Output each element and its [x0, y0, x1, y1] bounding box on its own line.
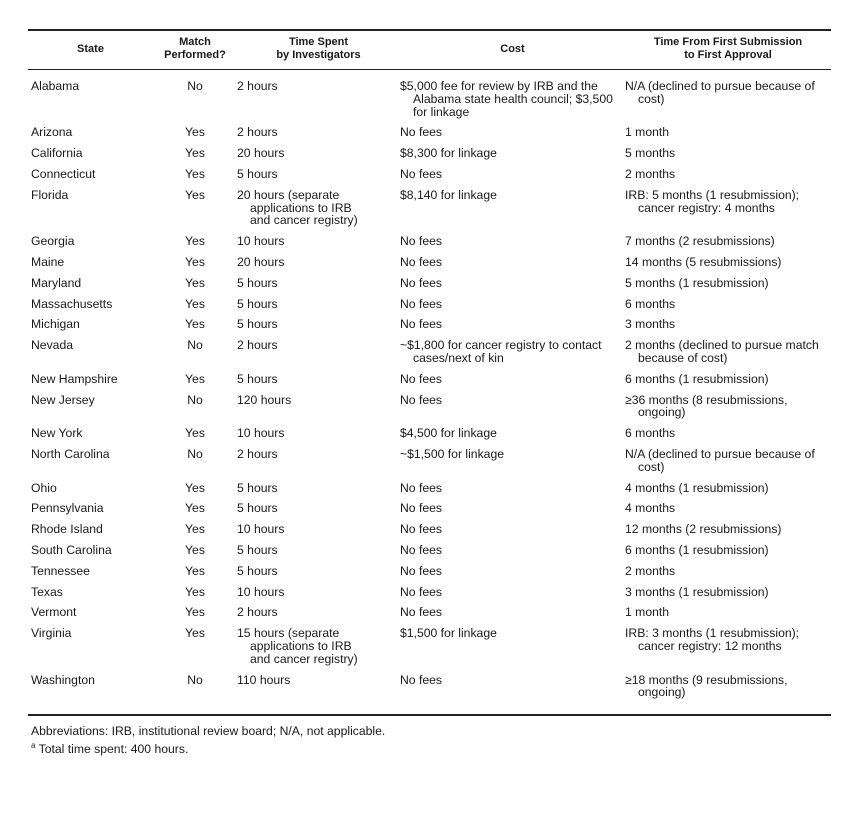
- cell-time-to-approval: [625, 586, 831, 607]
- cell-match-performed-text: Yes: [185, 480, 205, 495]
- cell-time-to-approval-text: 1 month: [625, 125, 670, 140]
- cell-cost: [400, 277, 625, 298]
- cell-cost-text: No fees: [400, 542, 443, 557]
- cell-time-spent: [237, 627, 400, 673]
- cell-match-performed-text: Yes: [185, 605, 205, 620]
- cell-cost: [400, 565, 625, 586]
- cell-cost-text: No fees: [400, 371, 443, 386]
- header-time-to-approval: Time From First Submission to First Approval: [653, 36, 803, 61]
- cell-state: [28, 544, 153, 565]
- cell-cost-text: No fees: [400, 480, 443, 495]
- cell-match-performed-text: Yes: [185, 522, 205, 537]
- cell-match-performed-text: Yes: [185, 234, 205, 249]
- cell-time-spent-text: 10 hours: [237, 522, 285, 537]
- cell-cost: [400, 482, 625, 503]
- cell-time-spent-text: 120 hours: [237, 392, 292, 407]
- cell-state-text: North Carolina: [31, 446, 110, 461]
- cell-match-performed-text: Yes: [185, 166, 205, 181]
- cell-match-performed-text: Yes: [185, 542, 205, 557]
- cell-match-performed-text: Yes: [185, 296, 205, 311]
- table-body: [28, 80, 831, 707]
- cell-cost: [400, 339, 625, 373]
- cell-time-spent: [237, 277, 400, 298]
- cell-match-performed: [153, 168, 237, 189]
- cell-state: [28, 298, 153, 319]
- header-match-performed: Match Performed?: [164, 36, 226, 61]
- table-row: [28, 448, 831, 482]
- cell-time-to-approval: [625, 189, 831, 235]
- cell-cost: [400, 502, 625, 523]
- table-row: [28, 606, 831, 627]
- cell-state: [28, 277, 153, 298]
- table-row: [28, 502, 831, 523]
- cell-match-performed: [153, 235, 237, 256]
- cell-time-to-approval-text: 5 months (1 resubmission): [625, 275, 769, 290]
- cell-time-to-approval: [625, 606, 831, 627]
- header-state: State: [77, 43, 104, 55]
- cell-match-performed: [153, 627, 237, 673]
- cell-match-performed-text: Yes: [185, 317, 205, 332]
- cell-state: [28, 256, 153, 277]
- cell-time-spent-text: 5 hours: [237, 542, 278, 557]
- cell-time-spent: [237, 606, 400, 627]
- cell-time-to-approval: [625, 235, 831, 256]
- cell-time-spent: [237, 448, 400, 482]
- cell-time-spent: [237, 256, 400, 277]
- cell-match-performed: [153, 586, 237, 607]
- cell-time-spent-text: 5 hours: [237, 371, 278, 386]
- cell-cost: [400, 318, 625, 339]
- header-time-spent: Time Spent by Investigators: [276, 36, 361, 61]
- cell-time-spent-text: 5 hours: [237, 296, 278, 311]
- table-header-row: [28, 36, 831, 76]
- cell-cost-text: No fees: [400, 605, 443, 620]
- cell-state: [28, 235, 153, 256]
- cell-time-spent-text: 20 hours: [237, 146, 285, 161]
- cell-cost-text: $5,000 fee for review by IRB and the Alabama state health council; $3,500 for linkage: [400, 79, 613, 119]
- cell-state-text: New York: [31, 426, 83, 441]
- cell-state: [28, 373, 153, 394]
- cell-state-text: Massachusetts: [31, 296, 113, 311]
- cell-time-to-approval: [625, 502, 831, 523]
- cell-state-text: Alabama: [31, 79, 80, 93]
- cell-cost: [400, 80, 625, 126]
- cell-cost-text: No fees: [400, 392, 443, 407]
- abbreviations-footnote: Abbreviations: IRB, institutional review board; N/A, not applicable.: [31, 724, 386, 738]
- table-top-rule: [28, 29, 831, 31]
- cell-state: [28, 482, 153, 503]
- cell-cost: [400, 147, 625, 168]
- cell-match-performed: [153, 189, 237, 235]
- cell-cost-text: No fees: [400, 254, 443, 269]
- cell-time-to-approval: [625, 427, 831, 448]
- cell-state: [28, 586, 153, 607]
- cell-time-spent: [237, 674, 400, 708]
- cell-time-to-approval: [625, 168, 831, 189]
- cell-match-performed-text: Yes: [185, 371, 205, 386]
- table-row: [28, 544, 831, 565]
- cell-match-performed: [153, 256, 237, 277]
- cell-time-spent-text: 5 hours: [237, 317, 278, 332]
- cell-time-to-approval: [625, 339, 831, 373]
- cell-time-to-approval: [625, 627, 831, 673]
- cell-state: [28, 427, 153, 448]
- cell-cost: [400, 523, 625, 544]
- cell-time-spent-text: 10 hours: [237, 234, 285, 249]
- cell-match-performed: [153, 147, 237, 168]
- cell-time-to-approval-text: IRB: 5 months (1 resubmission); cancer registry: 4 months: [625, 187, 800, 215]
- cell-cost-text: No fees: [400, 275, 443, 290]
- cell-state: [28, 565, 153, 586]
- cell-time-spent: [237, 235, 400, 256]
- cell-cost-text: ~$1,800 for cancer registry to contact cases/next of kin: [400, 338, 602, 365]
- cell-match-performed: [153, 544, 237, 565]
- cell-cost-text: $4,500 for linkage: [400, 426, 497, 441]
- cell-time-spent: [237, 189, 400, 235]
- cell-cost-text: ~$1,500 for linkage: [400, 446, 505, 461]
- cell-cost: [400, 168, 625, 189]
- cell-time-spent: [237, 147, 400, 168]
- cell-state-text: South Carolina: [31, 542, 112, 557]
- cell-match-performed-text: Yes: [185, 275, 205, 290]
- table-bottom-rule: [28, 714, 831, 716]
- cell-time-spent-text: 10 hours: [237, 426, 285, 441]
- cell-cost-text: No fees: [400, 125, 443, 140]
- cell-time-spent: [237, 80, 400, 126]
- cell-state-text: New Jersey: [31, 392, 95, 407]
- table-row: [28, 373, 831, 394]
- cell-state-text: Texas: [31, 584, 63, 599]
- cell-cost-text: No fees: [400, 166, 443, 181]
- cell-time-spent: [237, 565, 400, 586]
- cell-match-performed: [153, 318, 237, 339]
- cell-match-performed-text: No: [187, 79, 203, 93]
- table-row: [28, 256, 831, 277]
- cell-cost-text: No fees: [400, 584, 443, 599]
- cell-time-to-approval-text: 6 months: [625, 296, 676, 311]
- cell-cost-text: No fees: [400, 672, 443, 687]
- cell-match-performed-text: Yes: [185, 125, 205, 140]
- cell-state: [28, 318, 153, 339]
- cell-time-to-approval-text: 1 month: [625, 605, 670, 620]
- cell-cost: [400, 235, 625, 256]
- cell-time-spent: [237, 502, 400, 523]
- cell-state-text: Tennessee: [31, 563, 90, 578]
- cell-time-spent: [237, 373, 400, 394]
- cell-time-spent-text: 2 hours: [237, 125, 278, 140]
- cell-state-text: Vermont: [31, 605, 77, 620]
- cell-time-to-approval: [625, 298, 831, 319]
- cell-time-spent-text: 2 hours: [237, 446, 278, 461]
- table-row: [28, 298, 831, 319]
- cell-match-performed: [153, 277, 237, 298]
- state-approval-table: [28, 36, 831, 707]
- cell-cost: [400, 448, 625, 482]
- cell-cost: [400, 627, 625, 673]
- cell-time-to-approval-text: N/A (declined to pursue because of cost): [625, 446, 815, 474]
- cell-time-to-approval-text: 5 months: [625, 146, 676, 161]
- cell-state: [28, 448, 153, 482]
- cell-time-to-approval-text: 6 months (1 resubmission): [625, 371, 769, 386]
- cell-match-performed: [153, 565, 237, 586]
- cell-time-to-approval: [625, 544, 831, 565]
- cell-time-to-approval: [625, 256, 831, 277]
- table-row: [28, 277, 831, 298]
- cell-time-spent: [237, 318, 400, 339]
- cell-state-text: Maryland: [31, 275, 82, 290]
- cell-match-performed-text: Yes: [185, 187, 205, 202]
- cell-cost-text: $8,140 for linkage: [400, 187, 497, 202]
- cell-time-spent-text: 5 hours: [237, 480, 278, 495]
- cell-match-performed-text: Yes: [185, 563, 205, 578]
- cell-time-to-approval: [625, 448, 831, 482]
- cell-state-text: Georgia: [31, 234, 75, 249]
- cell-state-text: Nevada: [31, 338, 74, 353]
- cell-time-spent: [237, 482, 400, 503]
- cell-state-text: Rhode Island: [31, 522, 103, 537]
- table-row: [28, 627, 831, 673]
- cell-time-spent: [237, 586, 400, 607]
- cell-time-spent-text: 2 hours: [237, 605, 278, 620]
- table-row: [28, 235, 831, 256]
- cell-cost: [400, 373, 625, 394]
- cell-time-to-approval-text: 3 months: [625, 317, 676, 332]
- cell-time-to-approval: [625, 126, 831, 147]
- cell-state-text: Arizona: [31, 125, 73, 140]
- cell-time-to-approval: [625, 373, 831, 394]
- cell-match-performed-text: Yes: [185, 426, 205, 441]
- cell-time-to-approval-text: N/A (declined to pursue because of cost): [625, 79, 815, 106]
- table-row: [28, 147, 831, 168]
- cell-time-spent-text: 5 hours: [237, 275, 278, 290]
- cell-cost: [400, 606, 625, 627]
- cell-cost: [400, 394, 625, 428]
- cell-time-spent-text: 2 hours: [237, 338, 278, 353]
- cell-state-text: Michigan: [31, 317, 80, 332]
- cell-match-performed: [153, 126, 237, 147]
- cell-cost-text: $1,500 for linkage: [400, 626, 497, 641]
- table-row: [28, 482, 831, 503]
- table-row: [28, 586, 831, 607]
- cell-match-performed-text: Yes: [185, 501, 205, 516]
- table-row: [28, 565, 831, 586]
- table-row: [28, 168, 831, 189]
- cell-time-spent-text: 2 hours: [237, 79, 278, 93]
- cell-time-to-approval: [625, 523, 831, 544]
- cell-time-spent: [237, 126, 400, 147]
- cell-time-spent-text: 15 hours (separate applications to IRB and cancer registry): [237, 626, 358, 666]
- cell-time-spent: [237, 394, 400, 428]
- cell-time-to-approval-text: 12 months (2 resubmissions): [625, 522, 782, 537]
- cell-time-spent: [237, 427, 400, 448]
- cell-cost-text: No fees: [400, 501, 443, 516]
- cell-match-performed: [153, 502, 237, 523]
- cell-match-performed: [153, 339, 237, 373]
- cell-time-to-approval: [625, 674, 831, 708]
- cell-match-performed-text: No: [187, 672, 203, 687]
- cell-match-performed-text: Yes: [185, 626, 205, 641]
- table-row: [28, 523, 831, 544]
- cell-time-spent: [237, 298, 400, 319]
- cell-state-text: California: [31, 146, 83, 161]
- cell-time-to-approval: [625, 318, 831, 339]
- cell-cost-text: No fees: [400, 296, 443, 311]
- cell-state-text: Connecticut: [31, 166, 96, 181]
- cell-match-performed-text: No: [187, 392, 203, 407]
- cell-time-spent-text: 5 hours: [237, 166, 278, 181]
- cell-time-to-approval-text: 4 months (1 resubmission): [625, 480, 769, 495]
- cell-time-to-approval-text: IRB: 3 months (1 resubmission); cancer registry: 12 months: [625, 626, 800, 653]
- cell-cost: [400, 544, 625, 565]
- cell-state: [28, 126, 153, 147]
- cell-time-to-approval-text: 4 months: [625, 501, 676, 516]
- cell-time-spent: [237, 544, 400, 565]
- header-cost: Cost: [500, 43, 525, 55]
- cell-state: [28, 189, 153, 235]
- cell-cost-text: No fees: [400, 234, 443, 249]
- footnote-text: Total time spent: 400 hours.: [35, 742, 189, 756]
- cell-state: [28, 339, 153, 373]
- cell-time-to-approval-text: 2 months: [625, 166, 676, 181]
- cell-state-text: Washington: [31, 672, 95, 687]
- cell-time-to-approval-text: 6 months: [625, 426, 676, 441]
- cell-match-performed: [153, 373, 237, 394]
- cell-cost-text: No fees: [400, 522, 443, 537]
- cell-state: [28, 80, 153, 126]
- cell-time-to-approval-text: 6 months (1 resubmission): [625, 542, 769, 557]
- cell-time-spent: [237, 168, 400, 189]
- table-row: [28, 339, 831, 373]
- cell-time-to-approval: [625, 80, 831, 126]
- cell-time-spent-text: 5 hours: [237, 501, 278, 516]
- cell-state-text: Maine: [31, 254, 65, 269]
- cell-state-text: Ohio: [31, 480, 57, 495]
- cell-state-text: Pennsylvania: [31, 501, 104, 516]
- cell-cost: [400, 586, 625, 607]
- cell-state: [28, 502, 153, 523]
- cell-state: [28, 627, 153, 673]
- cell-time-spent-text: 5 hours: [237, 563, 278, 578]
- cell-match-performed: [153, 482, 237, 503]
- cell-time-spent-text: 20 hours (separate applications to IRB and cancer registry): [237, 187, 358, 228]
- cell-match-performed: [153, 298, 237, 319]
- cell-match-performed: [153, 80, 237, 126]
- cell-match-performed-text: Yes: [185, 146, 205, 161]
- cell-match-performed-text: Yes: [185, 254, 205, 269]
- table-row: [28, 394, 831, 428]
- cell-match-performed: [153, 674, 237, 708]
- cell-cost-text: No fees: [400, 317, 443, 332]
- cell-time-to-approval-text: 14 months (5 resubmissions): [625, 254, 782, 269]
- cell-time-to-approval: [625, 482, 831, 503]
- cell-cost-text: No fees: [400, 563, 443, 578]
- cell-state: [28, 606, 153, 627]
- cell-time-spent-text: 20 hours: [237, 254, 285, 269]
- table-row: [28, 427, 831, 448]
- cell-time-to-approval-text: ≥36 months (8 resubmissions, ongoing): [625, 392, 788, 420]
- footnote-marker: a: [31, 741, 36, 750]
- cell-match-performed-text: No: [187, 338, 203, 353]
- total-time-footnote: [31, 741, 188, 756]
- cell-cost: [400, 189, 625, 235]
- cell-state: [28, 147, 153, 168]
- cell-match-performed: [153, 427, 237, 448]
- cell-time-to-approval: [625, 565, 831, 586]
- cell-time-to-approval-text: 3 months (1 resubmission): [625, 584, 769, 599]
- cell-state: [28, 523, 153, 544]
- table-row: [28, 80, 831, 126]
- cell-match-performed-text: Yes: [185, 584, 205, 599]
- cell-state: [28, 674, 153, 708]
- cell-time-spent-text: 110 hours: [237, 672, 291, 687]
- cell-time-to-approval: [625, 394, 831, 428]
- cell-time-to-approval: [625, 147, 831, 168]
- cell-cost: [400, 126, 625, 147]
- table-row: [28, 189, 831, 235]
- cell-time-spent-text: 10 hours: [237, 584, 285, 599]
- cell-state: [28, 394, 153, 428]
- cell-time-to-approval: [625, 277, 831, 298]
- cell-time-to-approval-text: ≥18 months (9 resubmissions, ongoing): [625, 672, 788, 700]
- cell-time-spent: [237, 339, 400, 373]
- cell-match-performed: [153, 523, 237, 544]
- cell-state-text: Virginia: [31, 626, 72, 641]
- cell-state-text: Florida: [31, 187, 69, 202]
- cell-cost: [400, 674, 625, 708]
- cell-cost-text: $8,300 for linkage: [400, 146, 497, 161]
- cell-time-spent: [237, 523, 400, 544]
- table-row: [28, 674, 831, 708]
- cell-cost: [400, 298, 625, 319]
- cell-state-text: New Hampshire: [31, 371, 118, 386]
- cell-time-to-approval-text: 2 months (declined to pursue match because of cost): [625, 338, 819, 365]
- cell-time-to-approval-text: 2 months: [625, 563, 676, 578]
- table-row: [28, 126, 831, 147]
- cell-cost: [400, 427, 625, 448]
- table-row: [28, 318, 831, 339]
- cell-time-to-approval-text: 7 months (2 resubmissions): [625, 234, 775, 249]
- cell-match-performed: [153, 448, 237, 482]
- cell-match-performed-text: No: [187, 446, 203, 461]
- cell-state: [28, 168, 153, 189]
- cell-match-performed: [153, 394, 237, 428]
- cell-cost: [400, 256, 625, 277]
- cell-match-performed: [153, 606, 237, 627]
